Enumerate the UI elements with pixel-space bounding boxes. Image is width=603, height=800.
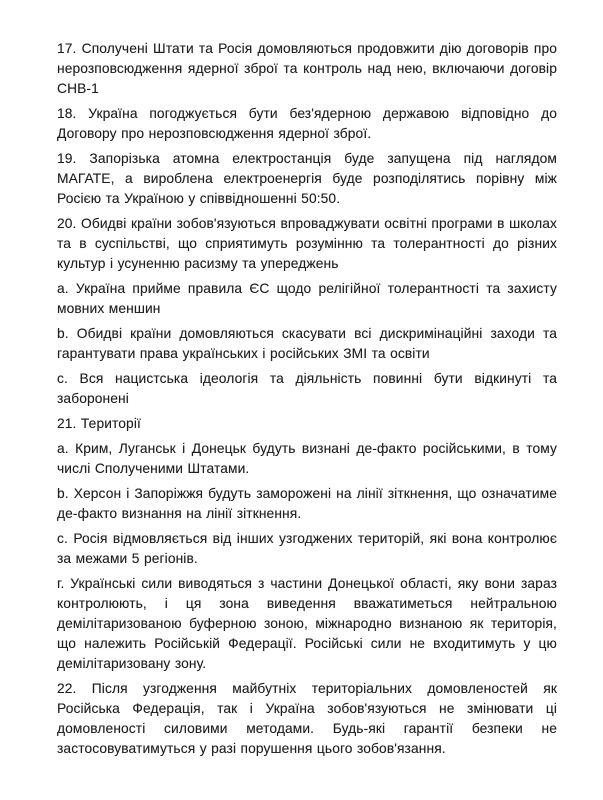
clause-18: 18. Україна погоджується бути без'ядерною державою відповідно до Договору про нерозповсюдження ядерної зброї. — [57, 106, 557, 141]
clause-21b: b. Херсон і Запоріжжя будуть заморожені на лінії зіткнення, що означатиме де-факто визнання на лінії зіткнення. — [57, 486, 557, 521]
clause-19: 19. Запорізька атомна електростанція буде запущена під наглядом МАГАТЕ, а вироблена електроенергія буде розподілятись порівну між Росією та Україною у співвідношенні 50:50. — [57, 151, 557, 206]
clause-20c: c. Вся нацистська ідеологія та діяльність повинні бути відкинуті та заборонені — [57, 371, 557, 406]
document-text-block — [57, 39, 557, 764]
clause-20a: a. Україна прийме правила ЄС щодо релігійної толерантності та захисту мовних меншин — [57, 281, 557, 316]
clause-17: 17. Сполучені Штати та Росія домовляються продовжити дію договорів про нерозповсюдження ядерної зброї та контроль над нею, включаючи договір СНВ-1 — [57, 41, 557, 96]
clause-20: 20. Обидві країни зобов'язуються впроваджувати освітні програми в школах та в суспільстві, що сприятимуть розумінню та толерантності до різних культур і усуненню расизму та упереджень — [57, 216, 557, 271]
clause-21c: c. Росія відмовляється від інших узгоджених територій, які вона контролює за межами 5 регіонів. — [57, 531, 557, 566]
clause-21a: a. Крим, Луганськ і Донецьк будуть визнані де-факто російськими, в тому числі Сполученими Штатами. — [57, 441, 557, 476]
clause-22: 22. Після узгодження майбутніх територіальних домовленостей як Російська Федерація, так і Україна зобов'язуються не змінювати ці домовленості силовими методами. Будь-які гарантії безпеки не застосовуватимуться у разі порушення цього зобов'язання. — [57, 681, 557, 756]
clause-21d: г. Українські сили виводяться з частини Донецької області, яку вони зараз контролюють, і ця зона виведення вважатиметься нейтральною демілітаризованою буферною зоною, міжнародно визнаною як територія, що належить Російській Федерації. Російські сили не входитимуть у цю демілітаризовану зону. — [57, 576, 557, 671]
clause-20b: b. Обидві країни домовляються скасувати всі дискримінаційні заходи та гарантувати права українських і російських ЗМІ та освіти — [57, 326, 557, 361]
clause-21: 21. Території — [57, 416, 141, 431]
